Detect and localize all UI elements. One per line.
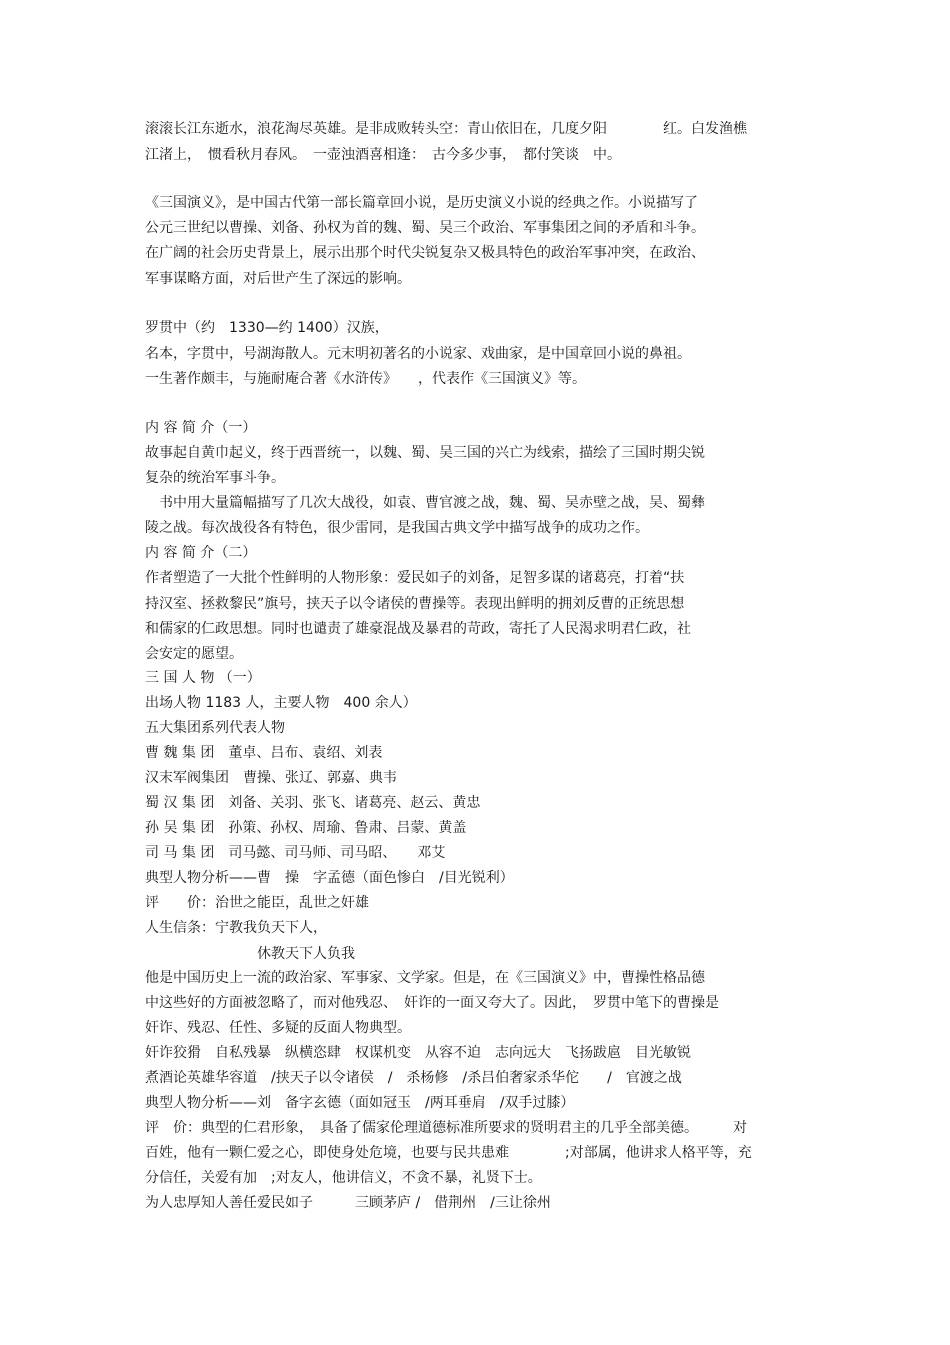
liu-bei-traits-events: 为人忠厚知人善任爱民如子 三顾茅庐 / 借荆州 /三让徐州 [145, 1195, 551, 1211]
characters-count: 出场人物 1183 人，主要人物 400 余人） [145, 695, 417, 711]
cao-cao-heading: 典型人物分析——曹 操 字孟德（面色惨白 /目光锐利） [145, 870, 514, 886]
content-1-line-3: 书中用大量篇幅描写了几次大战役，如袁、曹官渡之战，魏、蜀、吴赤壁之战，吴、蜀彝 [145, 495, 705, 511]
group-warlords: 汉末军阀集团 曹操、张辽、郭嘉、典韦 [145, 770, 397, 786]
liu-bei-eval-3: 分信任，关爱有加 ;对友人，他讲信义，不贪不暴，礼贤下士。 [145, 1170, 542, 1186]
cao-cao-creed-2: 休教天下人负我 [145, 946, 355, 962]
characters-groups-title: 五大集团系列代表人物 [145, 720, 285, 736]
intro-line-3: 在广阔的社会历史背景上，展示出那个时代尖锐复杂又极具特色的政治军事冲突，在政治、 [145, 245, 705, 261]
content-1-line-4: 陵之战。每次战役各有特色，很少雷同，是我国古典文学中描写战争的成功之作。 [145, 520, 649, 536]
author-line-1: 罗贯中（约 1330—约 1400）汉族， [145, 320, 389, 336]
cao-cao-desc-3: 奸诈、残忍、任性、多疑的反面人物典型。 [145, 1020, 411, 1036]
group-shu-han: 蜀 汉 集 团 刘备、关羽、张飞、诸葛亮、赵云、黄忠 [145, 795, 481, 811]
section-heading-characters: 三 国 人 物 （一） [145, 670, 261, 686]
intro-line-4: 军事谋略方面，对后世产生了深远的影响。 [145, 271, 411, 287]
intro-line-2: 公元三世纪以曹操、刘备、孙权为首的魏、蜀、吴三个政治、军事集团之间的矛盾和斗争。 [145, 220, 705, 236]
content-2-line-2: 持汉室、拯救黎民”旗号，挟天子以令诸侯的曹操等。表现出鲜明的拥刘反曹的正统思想 [145, 596, 685, 612]
cao-cao-events: 煮酒论英雄华容道 /挟天子以令诸侯 / 杀杨修 /杀吕伯奢家杀华佗 / 官渡之战 [145, 1070, 682, 1086]
cao-cao-desc-1: 他是中国历史上一流的政治家、军事家、文学家。但是，在《三国演义》中，曹操性格品德 [145, 970, 705, 986]
liu-bei-eval-1: 评 价：典型的仁君形象， 具备了儒家伦理道德标准所要求的贤明君主的几乎全部美德。 对 [145, 1120, 747, 1136]
author-line-3: 一生著作颇丰，与施耐庵合著《水浒传》 ，代表作《三国演义》等。 [145, 371, 586, 387]
poem-line-2: 江渚上， 惯看秋月春风。 一壶浊酒喜相逢： 古今多少事， 都付笑谈 中。 [145, 147, 621, 163]
cao-cao-creed-1: 人生信条：宁教我负天下人， [145, 920, 327, 936]
group-sima: 司 马 集 团 司马懿、司马师、司马昭、 邓艾 [145, 845, 446, 861]
content-2-line-3: 和儒家的仁政思想。同时也谴责了雄豪混战及暴君的苛政，寄托了人民渴求明君仁政，社 [145, 621, 691, 637]
poem-line-1: 滚滚长江东逝水，浪花淘尽英雄。是非成败转头空：青山依旧在，几度夕阳 红。白发渔樵 [145, 121, 747, 137]
cao-cao-traits: 奸诈狡猾 自私残暴 纵横恣肆 权谋机变 从容不迫 志向远大 飞扬跋扈 目光敏锐 [145, 1045, 691, 1061]
cao-cao-desc-2: 中这些好的方面被忽略了，而对他残忍、 奸诈的一面又夸大了。因此， 罗贯中笔下的曹操是 [145, 995, 719, 1011]
liu-bei-heading: 典型人物分析——刘 备字玄德（面如冠玉 /两耳垂肩 /双手过膝） [145, 1095, 575, 1111]
section-heading-content-1: 内 容 简 介（一） [145, 420, 257, 436]
content-2-line-1: 作者塑造了一大批个性鲜明的人物形象：爱民如子的刘备，足智多谋的诸葛亮，打着“扶 [145, 570, 685, 586]
group-sun-wu: 孙 吴 集 团 孙策、孙权、周瑜、鲁肃、吕蒙、黄盖 [145, 820, 467, 836]
content-1-line-1: 故事起自黄巾起义，终于西晋统一，以魏、蜀、吴三国的兴亡为线索，描绘了三国时期尖锐 [145, 445, 705, 461]
cao-cao-evaluation: 评 价：治世之能臣，乱世之奸雄 [145, 895, 369, 911]
author-line-2: 名本，字贯中，号湖海散人。元末明初著名的小说家、戏曲家，是中国章回小说的鼻祖。 [145, 346, 691, 362]
liu-bei-eval-2: 百姓，他有一颗仁爱之心，即使身处危境，也要与民共患难 ;对部属，他讲求人格平等，充 [145, 1145, 752, 1161]
content-2-line-4: 会安定的愿望。 [145, 646, 243, 662]
content-1-line-2: 复杂的统治军事斗争。 [145, 470, 285, 486]
group-cao-wei: 曹 魏 集 团 董卓、吕布、袁绍、刘表 [145, 745, 383, 761]
section-heading-content-2: 内 容 简 介（二） [145, 545, 257, 561]
intro-line-1: 《三国演义》，是中国古代第一部长篇章回小说，是历史演义小说的经典之作。小说描写了 [145, 195, 698, 211]
